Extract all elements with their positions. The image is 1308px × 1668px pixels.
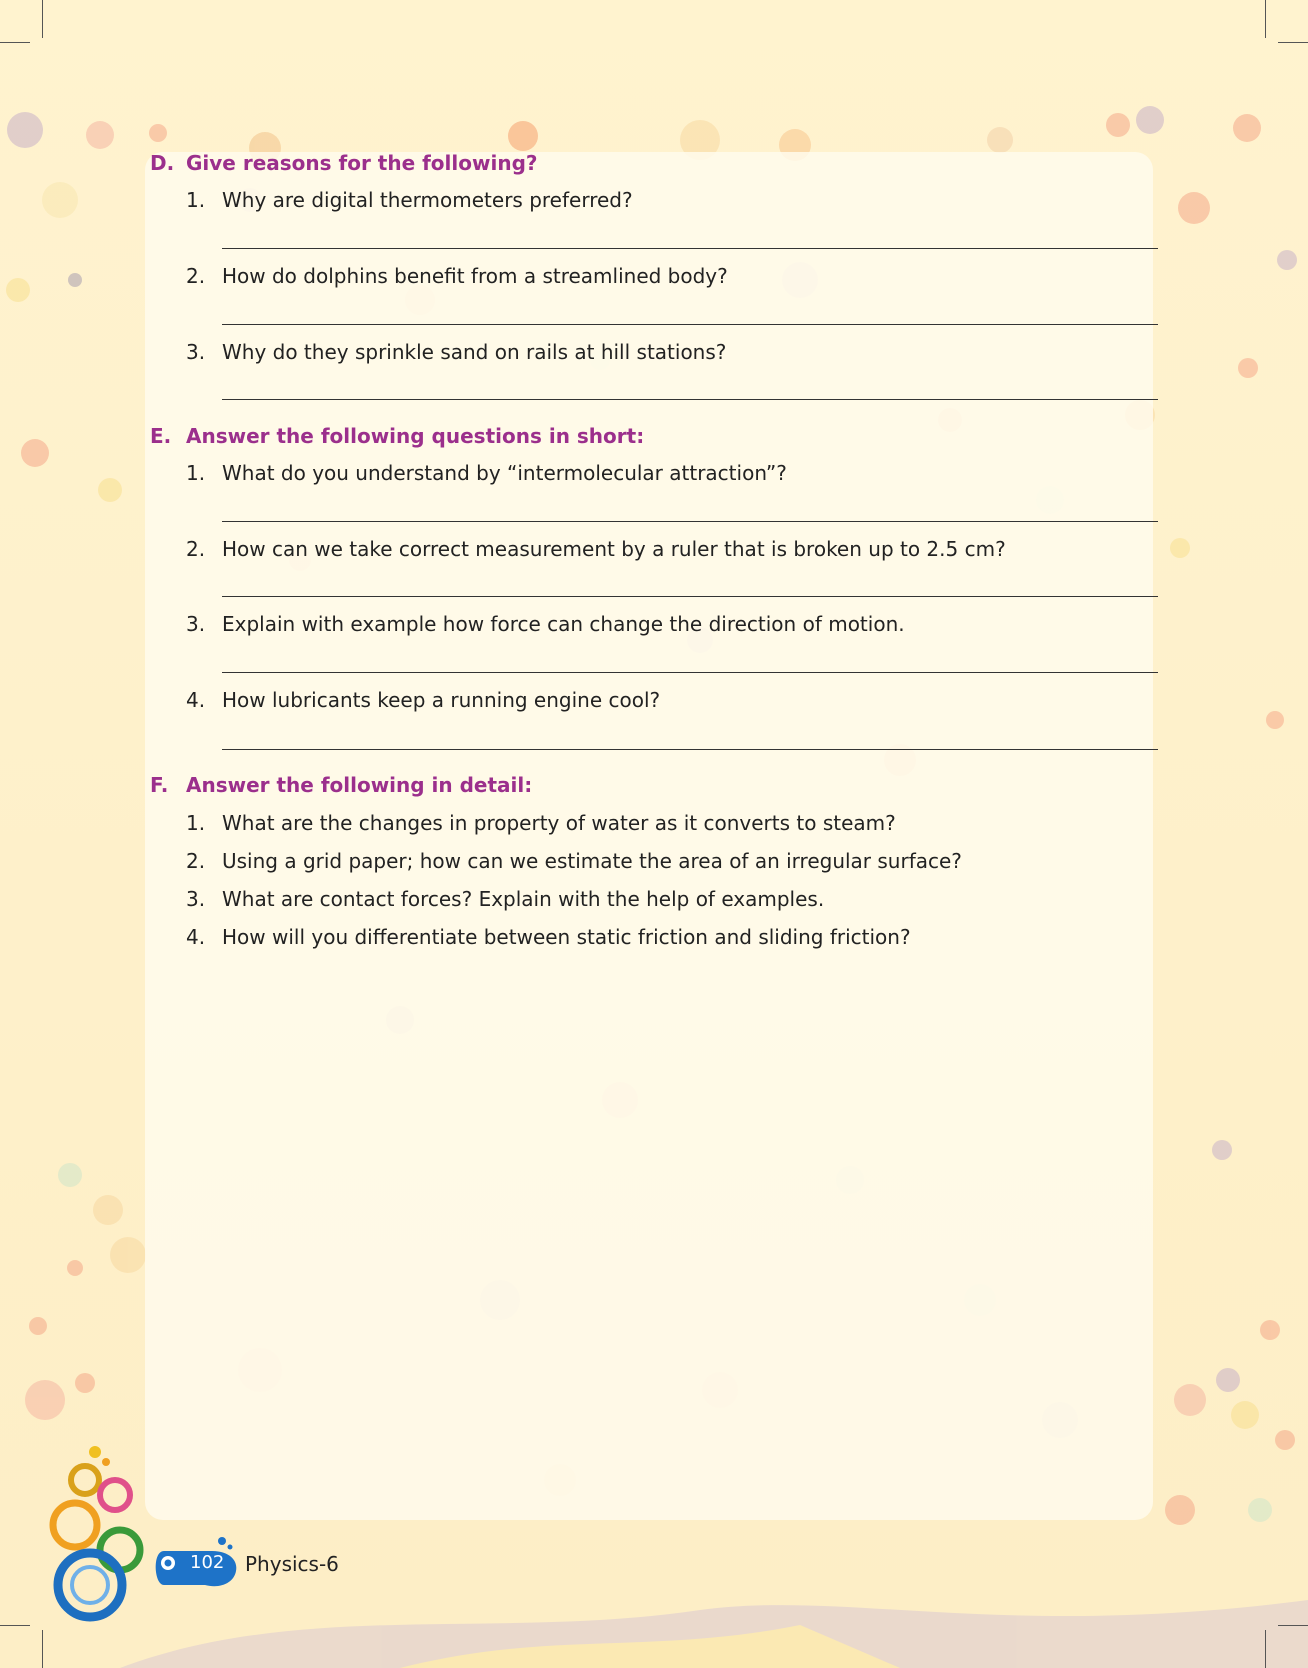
crop-mark xyxy=(1265,0,1266,38)
answer-line[interactable] xyxy=(222,596,1158,597)
section-e xyxy=(150,424,1160,712)
question-item xyxy=(186,340,726,364)
section-letter: F. xyxy=(150,773,169,797)
question-item xyxy=(186,811,896,835)
question-text: Why are digital thermometers preferred? xyxy=(222,188,633,212)
section-letter: D. xyxy=(150,151,175,175)
question-number: 1. xyxy=(186,461,206,485)
section-letter: E. xyxy=(150,424,172,448)
question-number: 4. xyxy=(186,925,206,949)
question-text: Why do they sprinkle sand on rails at hill stations? xyxy=(222,340,727,364)
question-text: Explain with example how force can change the direction of motion. xyxy=(222,612,905,636)
question-text: What are contact forces? Explain with the help of examples. xyxy=(222,887,825,911)
question-text: Using a grid paper; how can we estimate the area of an irregular surface? xyxy=(222,849,962,873)
crop-mark xyxy=(1265,1630,1266,1668)
question-number: 3. xyxy=(186,612,206,636)
question-item xyxy=(186,537,1006,561)
question-text: What do you understand by “intermolecular attraction”? xyxy=(222,461,787,485)
answer-line[interactable] xyxy=(222,672,1158,673)
question-number: 3. xyxy=(186,340,206,364)
answer-line[interactable] xyxy=(222,324,1158,325)
question-text: How can we take correct measurement by a ruler that is broken up to 2.5 cm? xyxy=(222,537,1006,561)
question-number: 1. xyxy=(186,188,206,212)
section-heading xyxy=(150,773,1160,797)
question-number: 3. xyxy=(186,887,206,911)
section-title: Answer the following in detail: xyxy=(186,773,533,797)
crop-mark xyxy=(0,1625,30,1626)
question-item xyxy=(186,264,728,288)
question-item xyxy=(186,925,911,949)
section-d xyxy=(150,151,1160,364)
crop-mark xyxy=(1278,42,1308,43)
section-heading xyxy=(150,151,1160,175)
question-item xyxy=(186,612,905,636)
question-number: 2. xyxy=(186,849,206,873)
crop-mark xyxy=(0,42,30,43)
question-number: 2. xyxy=(186,264,206,288)
question-text: How will you differentiate between static friction and sliding friction? xyxy=(222,925,911,949)
question-item xyxy=(186,461,787,485)
answer-line[interactable] xyxy=(222,248,1158,249)
question-text: How do dolphins benefit from a streamlined body? xyxy=(222,264,728,288)
question-text: What are the changes in property of water as it converts to steam? xyxy=(222,811,896,835)
answer-line[interactable] xyxy=(222,749,1158,750)
crop-mark xyxy=(1278,1625,1308,1626)
question-number: 2. xyxy=(186,537,206,561)
section-heading xyxy=(150,424,1160,448)
crop-mark xyxy=(42,0,43,38)
question-number: 1. xyxy=(186,811,206,835)
section-title: Give reasons for the following? xyxy=(186,151,538,175)
question-item xyxy=(186,688,660,712)
answer-line[interactable] xyxy=(222,399,1158,400)
crop-mark xyxy=(42,1630,43,1668)
section-f xyxy=(150,773,1160,949)
question-item xyxy=(186,849,962,873)
swirl-decoration xyxy=(40,1440,160,1630)
question-item xyxy=(186,887,824,911)
question-item xyxy=(186,188,633,212)
question-text: How lubricants keep a running engine cool? xyxy=(222,688,661,712)
question-number: 4. xyxy=(186,688,206,712)
section-title: Answer the following questions in short: xyxy=(186,424,645,448)
answer-line[interactable] xyxy=(222,521,1158,522)
page-number: 102 xyxy=(190,1552,225,1573)
book-title: Physics-6 xyxy=(245,1552,339,1576)
